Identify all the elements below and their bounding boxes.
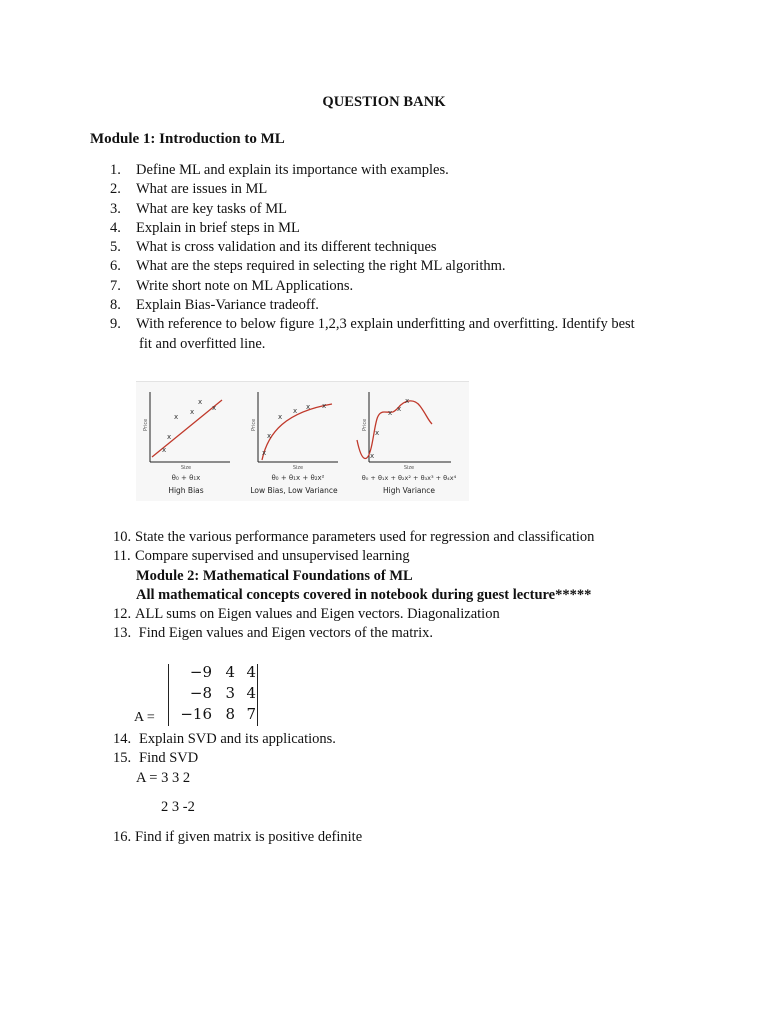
data-point-marker: x [278, 413, 283, 421]
data-point-marker: x [293, 407, 298, 415]
question-item [110, 238, 710, 257]
fitting-figure [136, 381, 469, 501]
question-text: Compare supervised and unsupervised learning [135, 548, 410, 565]
fitting-figure-svg [136, 382, 469, 501]
question-text-continued: fit and overfitted line. [139, 335, 266, 352]
question-text: State the various performance parameters used for regression and classification [135, 529, 595, 545]
data-point-marker: x [174, 413, 179, 421]
data-point-marker: x [397, 405, 402, 413]
module-2-heading: Module 2: Mathematical Foundations of ML [136, 567, 413, 584]
question-number: 3. [110, 200, 121, 217]
question-item [113, 749, 713, 768]
data-point-marker: x [167, 433, 172, 441]
data-point-marker: x [370, 452, 375, 460]
question-item [113, 730, 713, 749]
matrix-left-bar [168, 664, 169, 726]
data-point-marker: x [388, 409, 393, 417]
question-item [110, 277, 710, 296]
matrix-row [172, 683, 256, 704]
question-text: ALL sums on Eigen values and Eigen vectors. Diagonalization [135, 606, 500, 623]
panel-high-variance [357, 392, 457, 495]
matrix-cell: −9 [189, 663, 212, 681]
data-point-marker: x [405, 397, 410, 405]
question-number: 5. [110, 239, 121, 256]
matrix-row [172, 662, 256, 683]
module-2-question-list [113, 528, 713, 644]
question-item [110, 161, 710, 180]
panel-low-bias-low-variance [250, 392, 338, 495]
question-item [113, 624, 713, 643]
question-text-block [136, 315, 710, 354]
question-number: 13. [113, 625, 132, 642]
y-axis-label: Price [362, 418, 368, 431]
question-text: Define ML and explain its importance with examples. [136, 162, 449, 178]
fit-curve [357, 401, 432, 459]
panel-caption: Low Bias, Low Variance [250, 486, 338, 495]
data-point-marker: x [322, 402, 327, 410]
y-axis-label: Price [143, 418, 149, 431]
question-item [110, 180, 710, 199]
data-point-marker: x [267, 432, 272, 440]
question-text: With reference to below figure 1,2,3 explain underfitting and overfitting. Identify best [136, 316, 635, 333]
data-point-marker: x [190, 408, 195, 416]
question-item [113, 605, 713, 624]
question-number: 10. [113, 529, 132, 545]
question-text: What are key tasks of ML [136, 200, 287, 217]
matrix-right-bar [257, 664, 258, 726]
question-number: 9. [110, 316, 121, 333]
panel-high-bias [143, 392, 230, 495]
matrix-cell: 8 [225, 705, 235, 723]
question-number: 8. [110, 297, 121, 314]
question-text: Explain SVD and its applications. [139, 731, 336, 747]
y-axis-label: Price [251, 418, 257, 431]
matrix-label: A = [134, 710, 155, 725]
data-point-marker: x [306, 403, 311, 411]
question-text: What is cross validation and its different techniques [136, 239, 437, 256]
question-text: Explain in brief steps in ML [136, 219, 300, 236]
question-number: 1. [110, 162, 121, 178]
x-axis-label: Size [403, 465, 415, 471]
module-1-question-list [110, 161, 710, 354]
x-axis-label: Size [180, 465, 192, 471]
x-axis-label: Size [292, 465, 304, 471]
question-number: 4. [110, 219, 121, 236]
question-number: 2. [110, 181, 121, 198]
panel-formula: θ₀ + θ₁x [171, 474, 201, 482]
question-item [113, 547, 713, 566]
question-number: 15. [113, 750, 132, 767]
question-text: Find SVD [139, 750, 199, 767]
question-number: 14. [113, 731, 132, 747]
question-number: 11. [113, 548, 131, 565]
question-item [113, 528, 713, 547]
panel-caption: High Variance [382, 486, 436, 495]
matrix-cell: 3 [225, 684, 235, 702]
data-point-marker: x [162, 446, 167, 454]
question-item [110, 315, 710, 354]
panel-formula: θ₀ + θ₁x + θ₂x² + θ₃x³ + θ₄x⁴ [361, 474, 457, 482]
matrix-cell: 4 [246, 684, 256, 702]
question-item [110, 296, 710, 315]
question-item [110, 257, 710, 276]
panel-formula: θ₀ + θ₁x + θ₂x² [271, 474, 325, 482]
question-number: 7. [110, 277, 121, 294]
matrix-cell: 7 [246, 705, 256, 723]
svd-question-list [113, 730, 713, 788]
question-text: Find if given matrix is positive definite [135, 829, 363, 845]
module-1-heading: Module 1: Introduction to ML [90, 131, 285, 147]
matrix-a [134, 662, 274, 730]
question-text: Write short note on ML Applications. [136, 277, 354, 294]
module-2-note: All mathematical concepts covered in notebook during guest lecture***** [136, 586, 592, 603]
data-point-marker: x [262, 449, 267, 457]
question-item [113, 828, 362, 847]
data-point-marker: x [375, 429, 380, 437]
matrix-row [172, 704, 256, 725]
question-text: Find Eigen values and Eigen vectors of the matrix. [135, 625, 433, 642]
question-number: 6. [110, 258, 121, 275]
matrix-cell: 4 [246, 663, 256, 681]
matrix-cell: −16 [180, 705, 212, 723]
matrix-grid [172, 662, 256, 725]
question-item [110, 219, 710, 238]
page-title: QUESTION BANK [322, 94, 446, 110]
question-text: What are issues in ML [136, 181, 268, 198]
matrix-cell: −8 [189, 684, 212, 702]
data-point-marker: x [198, 398, 203, 406]
question-item [110, 200, 710, 219]
data-point-marker: x [212, 404, 217, 412]
panel-caption: High Bias [168, 486, 204, 495]
question-number: 16. [113, 829, 132, 845]
question-number: 12. [113, 606, 132, 623]
matrix-cell: 4 [225, 663, 235, 681]
question-text: What are the steps required in selecting the right ML algorithm. [136, 258, 506, 275]
svd-matrix-row-1: A = 3 3 2 [136, 769, 191, 786]
question-text: Explain Bias-Variance tradeoff. [136, 297, 319, 314]
svd-matrix-row-2: 2 3 -2 [161, 799, 195, 815]
